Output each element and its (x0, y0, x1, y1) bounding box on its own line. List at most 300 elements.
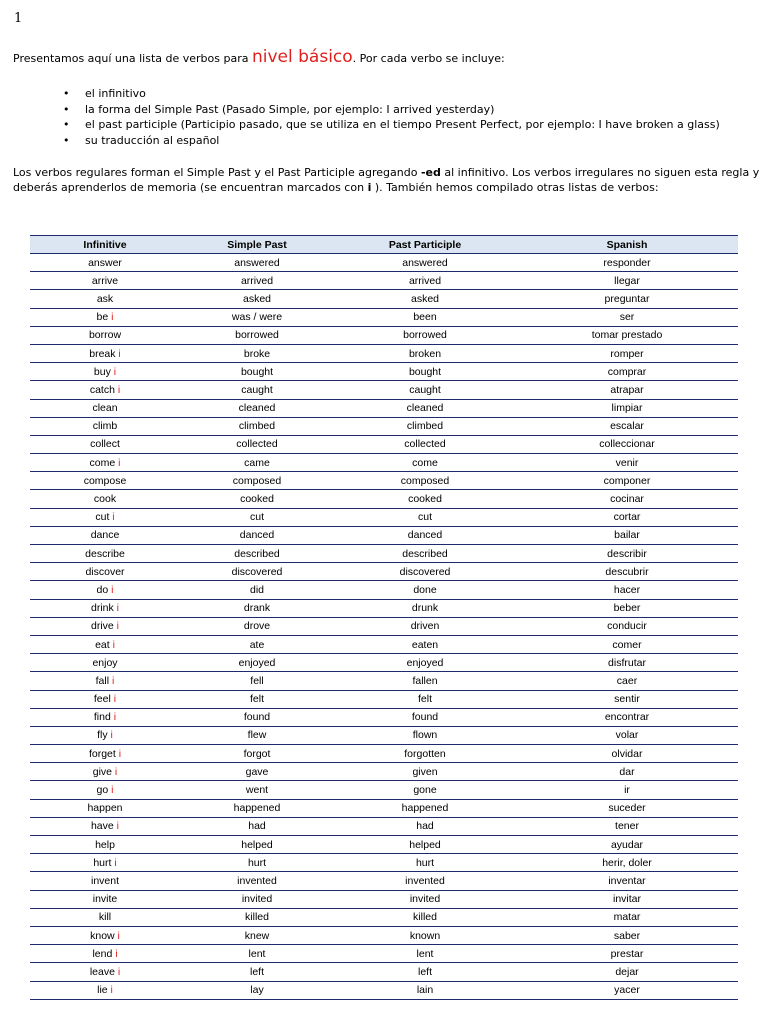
cell-infinitive (30, 817, 180, 835)
irregular-marker: i (110, 729, 113, 742)
cell-spanish: limpiar (516, 399, 738, 417)
cell-infinitive (30, 872, 180, 890)
header-spanish: Spanish (516, 236, 738, 254)
cell-past-participle: lent (334, 945, 516, 963)
explanation-paragraph (13, 165, 761, 195)
verb-table (30, 235, 738, 1000)
table-row (30, 726, 738, 744)
infinitive-text: buy (93, 365, 111, 378)
cell-simple-past: left (180, 963, 334, 981)
cell-past-participle: discovered (334, 563, 516, 581)
table-row (30, 272, 738, 290)
cell-past-participle: found (334, 708, 516, 726)
cell-simple-past: felt (180, 690, 334, 708)
para-part1: Los verbos regulares forman el Simple Past y el Past Participle agregando (13, 166, 421, 179)
table-row (30, 854, 738, 872)
cell-infinitive (30, 326, 180, 344)
cell-spanish: escalar (516, 417, 738, 435)
infinitive-text: hurt (93, 856, 112, 869)
cell-past-participle: known (334, 926, 516, 944)
table-row (30, 563, 738, 581)
table-row (30, 490, 738, 508)
table-header-row (30, 236, 738, 254)
infinitive-text: do (96, 583, 109, 596)
cell-spanish: encontrar (516, 708, 738, 726)
cell-infinitive (30, 854, 180, 872)
cell-spanish: cocinar (516, 490, 738, 508)
cell-infinitive (30, 635, 180, 653)
infinitive-text: give (92, 765, 112, 778)
cell-spanish: venir (516, 454, 738, 472)
cell-spanish: preguntar (516, 290, 738, 308)
table-row (30, 344, 738, 362)
cell-past-participle: answered (334, 254, 516, 272)
cell-spanish: tener (516, 817, 738, 835)
table-row (30, 708, 738, 726)
cell-past-participle: enjoyed (334, 654, 516, 672)
cell-past-participle: described (334, 545, 516, 563)
infinitive-text: invent (90, 874, 120, 887)
cell-simple-past: enjoyed (180, 654, 334, 672)
infinitive-text: ask (96, 292, 114, 305)
cell-simple-past: helped (180, 836, 334, 854)
infinitive-text: be (96, 311, 109, 324)
cell-past-participle: collected (334, 435, 516, 453)
cell-past-participle: cooked (334, 490, 516, 508)
cell-past-participle: eaten (334, 635, 516, 653)
cell-infinitive (30, 690, 180, 708)
cell-spanish: llegar (516, 272, 738, 290)
cell-spanish: descubrir (516, 563, 738, 581)
table-row (30, 254, 738, 272)
cell-simple-past: asked (180, 290, 334, 308)
cell-spanish: hacer (516, 581, 738, 599)
cell-simple-past: gave (180, 763, 334, 781)
cell-spanish: conducir (516, 617, 738, 635)
irregular-marker: i (111, 311, 114, 324)
cell-past-participle: asked (334, 290, 516, 308)
bullet-dot-icon: • (63, 87, 70, 100)
cell-simple-past: found (180, 708, 334, 726)
cell-past-participle: composed (334, 472, 516, 490)
irregular-marker: i (111, 583, 114, 596)
cell-simple-past: described (180, 545, 334, 563)
cell-simple-past: knew (180, 926, 334, 944)
cell-past-participle: climbed (334, 417, 516, 435)
cell-past-participle: invited (334, 890, 516, 908)
cell-past-participle: invented (334, 872, 516, 890)
para-part3: ). También hemos compilado otras listas de verbos: (371, 181, 659, 194)
cell-past-participle: done (334, 581, 516, 599)
irregular-marker: i (113, 711, 117, 724)
cell-simple-past: killed (180, 908, 334, 926)
cell-infinitive (30, 508, 180, 526)
infinitive-text: drive (90, 620, 114, 633)
table-row (30, 454, 738, 472)
cell-spanish: caer (516, 672, 738, 690)
cell-spanish: ser (516, 308, 738, 326)
cell-simple-past: arrived (180, 272, 334, 290)
cell-spanish: disfrutar (516, 654, 738, 672)
infinitive-text: clean (92, 402, 118, 415)
infinitive-text: lend (92, 947, 113, 960)
table-row (30, 690, 738, 708)
infinitive-text: feel (93, 693, 111, 706)
cell-past-participle: been (334, 308, 516, 326)
cell-infinitive (30, 272, 180, 290)
infinitive-text: collect (90, 438, 120, 451)
table-row (30, 399, 738, 417)
irregular-marker: i (112, 638, 115, 651)
infinitive-text: leave (89, 965, 115, 978)
cell-simple-past: invented (180, 872, 334, 890)
irregular-marker: i (118, 456, 121, 469)
cell-infinitive (30, 981, 180, 999)
table-row (30, 817, 738, 835)
cell-infinitive (30, 726, 180, 744)
irregular-marker: i (113, 693, 117, 706)
infinitive-text: help (95, 838, 115, 851)
table-row (30, 781, 738, 799)
bullet-item (0, 133, 720, 149)
infinitive-text: forget (88, 747, 116, 760)
irregular-marker: i (116, 620, 120, 633)
table-row (30, 981, 738, 999)
cell-simple-past: collected (180, 435, 334, 453)
cell-spanish: romper (516, 344, 738, 362)
irregular-marker: i (115, 947, 118, 960)
irregular-marker: i (117, 965, 121, 978)
cell-simple-past: discovered (180, 563, 334, 581)
table-row (30, 290, 738, 308)
cell-past-participle: happened (334, 799, 516, 817)
irregular-marker: i (116, 820, 120, 833)
infinitive-text: cook (93, 493, 117, 506)
cell-spanish: suceder (516, 799, 738, 817)
irregular-marker: i (111, 784, 114, 797)
cell-past-participle: gone (334, 781, 516, 799)
cell-infinitive (30, 581, 180, 599)
cell-infinitive (30, 617, 180, 635)
cell-simple-past: lay (180, 981, 334, 999)
cell-spanish: tomar prestado (516, 326, 738, 344)
infinitive-text: fly (97, 729, 108, 742)
table-row (30, 526, 738, 544)
cell-simple-past: went (180, 781, 334, 799)
infinitive-text: have (90, 820, 114, 833)
table-row (30, 890, 738, 908)
cell-spanish: ayudar (516, 836, 738, 854)
cell-simple-past: came (180, 454, 334, 472)
cell-infinitive (30, 926, 180, 944)
cell-past-participle: bought (334, 363, 516, 381)
cell-simple-past: climbed (180, 417, 334, 435)
cell-spanish: comprar (516, 363, 738, 381)
cell-infinitive (30, 254, 180, 272)
cell-simple-past: answered (180, 254, 334, 272)
table-row (30, 654, 738, 672)
cell-simple-past: flew (180, 726, 334, 744)
intro-before: Presentamos aquí una lista de verbos para (13, 52, 252, 65)
bullet-dot-icon: • (63, 102, 70, 116)
cell-simple-past: composed (180, 472, 334, 490)
cell-infinitive (30, 490, 180, 508)
cell-infinitive (30, 417, 180, 435)
infinitive-text: compose (83, 474, 127, 487)
irregular-marker: i (118, 347, 121, 360)
cell-spanish: invitar (516, 890, 738, 908)
cell-infinitive (30, 945, 180, 963)
cell-infinitive (30, 745, 180, 763)
cell-past-participle: hurt (334, 854, 516, 872)
cell-infinitive (30, 890, 180, 908)
header-simple-past: Simple Past (180, 236, 334, 254)
cell-spanish: beber (516, 599, 738, 617)
cell-infinitive (30, 344, 180, 362)
cell-simple-past: drove (180, 617, 334, 635)
cell-past-participle: danced (334, 526, 516, 544)
cell-spanish: saber (516, 926, 738, 944)
cell-infinitive (30, 908, 180, 926)
bullet-list (0, 86, 720, 148)
table-row (30, 926, 738, 944)
para-part2: al infinitivo. Los verbos irregulares no siguen esta regla y deberás aprenderlos de memoria (se encuentran marcados con (13, 166, 760, 194)
cell-infinitive (30, 599, 180, 617)
cell-spanish: sentir (516, 690, 738, 708)
table-row (30, 417, 738, 435)
irregular-marker: i (113, 365, 117, 378)
header-past-participle: Past Participle (334, 236, 516, 254)
table-row (30, 326, 738, 344)
table-row (30, 836, 738, 854)
bullet-dot-icon: • (63, 118, 70, 131)
cell-infinitive (30, 708, 180, 726)
cell-infinitive (30, 363, 180, 381)
cell-simple-past: drank (180, 599, 334, 617)
cell-past-participle: helped (334, 836, 516, 854)
cell-simple-past: invited (180, 890, 334, 908)
cell-spanish: atrapar (516, 381, 738, 399)
infinitive-text: cut (95, 511, 110, 524)
irregular-marker: i (114, 856, 117, 869)
cell-infinitive (30, 290, 180, 308)
infinitive-text: know (90, 929, 115, 942)
header-infinitive: Infinitive (30, 236, 180, 254)
table-body (30, 254, 738, 1000)
level-highlight: nivel básico (251, 47, 353, 67)
cell-spanish: dejar (516, 963, 738, 981)
bullet-item (0, 117, 720, 133)
cell-past-participle: caught (334, 381, 516, 399)
table-row (30, 945, 738, 963)
cell-simple-past: broke (180, 344, 334, 362)
cell-past-participle: broken (334, 344, 516, 362)
cell-past-participle: felt (334, 690, 516, 708)
infinitive-text: catch (89, 383, 115, 396)
cell-infinitive (30, 526, 180, 544)
cell-infinitive (30, 435, 180, 453)
cell-infinitive (30, 399, 180, 417)
irregular-marker: i (118, 747, 122, 760)
cell-spanish: matar (516, 908, 738, 926)
infinitive-text: borrow (88, 329, 122, 342)
cell-infinitive (30, 963, 180, 981)
infinitive-text: drink (90, 602, 114, 615)
table-row (30, 363, 738, 381)
cell-simple-past: forgot (180, 745, 334, 763)
bullet-text: su traducción al español (85, 133, 220, 147)
cell-spanish: herir, doler (516, 854, 738, 872)
infinitive-text: lie (97, 984, 108, 997)
cell-spanish: olvidar (516, 745, 738, 763)
infinitive-text: dance (90, 529, 120, 542)
cell-spanish: comer (516, 635, 738, 653)
cell-spanish: componer (516, 472, 738, 490)
infinitive-text: come (89, 456, 116, 469)
infinitive-text: discover (85, 565, 125, 578)
cell-simple-past: hurt (180, 854, 334, 872)
cell-simple-past: cut (180, 508, 334, 526)
table-row (30, 617, 738, 635)
cell-simple-past: ate (180, 635, 334, 653)
cell-simple-past: had (180, 817, 334, 835)
cell-past-participle: killed (334, 908, 516, 926)
cell-past-participle: flown (334, 726, 516, 744)
cell-past-participle: cleaned (334, 399, 516, 417)
cell-spanish: cortar (516, 508, 738, 526)
cell-past-participle: arrived (334, 272, 516, 290)
bullet-text: el past participle (Participio pasado, que se utiliza en el tiempo Present Perfect, por ejemplo: I have broken a glass) (85, 118, 720, 131)
table-row (30, 435, 738, 453)
irregular-marker: i (117, 383, 121, 396)
infinitive-text: arrive (91, 274, 119, 287)
cell-infinitive (30, 563, 180, 581)
para-bold-i: i (367, 181, 372, 194)
infinitive-text: invite (92, 893, 118, 906)
cell-past-participle: left (334, 963, 516, 981)
page-number: 1 (14, 11, 23, 26)
cell-infinitive (30, 545, 180, 563)
infinitive-text: go (96, 784, 109, 797)
table-row (30, 308, 738, 326)
cell-spanish: responder (516, 254, 738, 272)
table-row (30, 472, 738, 490)
infinitive-text: answer (88, 256, 122, 269)
infinitive-text: describe (85, 547, 125, 560)
cell-past-participle: given (334, 763, 516, 781)
cell-spanish: bailar (516, 526, 738, 544)
irregular-marker: i (117, 929, 120, 942)
cell-infinitive (30, 836, 180, 854)
table-row (30, 508, 738, 526)
irregular-marker: i (110, 984, 113, 997)
cell-simple-past: did (180, 581, 334, 599)
cell-simple-past: happened (180, 799, 334, 817)
cell-infinitive (30, 799, 180, 817)
infinitive-text: fall (95, 674, 110, 687)
cell-infinitive (30, 672, 180, 690)
bullet-dot-icon: • (63, 133, 70, 147)
table-row (30, 763, 738, 781)
cell-spanish: describir (516, 545, 738, 563)
infinitive-text: kill (98, 911, 112, 924)
cell-infinitive (30, 763, 180, 781)
intro-after: . Por cada verbo se incluye: (352, 52, 505, 65)
cell-infinitive (30, 654, 180, 672)
cell-simple-past: danced (180, 526, 334, 544)
cell-spanish: yacer (516, 981, 738, 999)
cell-simple-past: bought (180, 363, 334, 381)
cell-past-participle: drunk (334, 599, 516, 617)
cell-infinitive (30, 381, 180, 399)
table-row (30, 581, 738, 599)
irregular-marker: i (112, 511, 115, 524)
infinitive-text: find (93, 711, 111, 724)
infinitive-text: enjoy (92, 656, 118, 669)
cell-spanish: volar (516, 726, 738, 744)
cell-infinitive (30, 472, 180, 490)
bullet-text: el infinitivo (85, 87, 146, 100)
table-row (30, 672, 738, 690)
infinitive-text: eat (95, 638, 110, 651)
cell-simple-past: lent (180, 945, 334, 963)
cell-past-participle: come (334, 454, 516, 472)
cell-spanish: dar (516, 763, 738, 781)
table-row (30, 545, 738, 563)
table-row (30, 908, 738, 926)
cell-simple-past: cooked (180, 490, 334, 508)
table-row (30, 381, 738, 399)
irregular-marker: i (116, 602, 120, 615)
cell-infinitive (30, 308, 180, 326)
table-row (30, 635, 738, 653)
cell-simple-past: was / were (180, 308, 334, 326)
cell-past-participle: borrowed (334, 326, 516, 344)
cell-infinitive (30, 454, 180, 472)
cell-spanish: colleccionar (516, 435, 738, 453)
cell-past-participle: forgotten (334, 745, 516, 763)
cell-spanish: ir (516, 781, 738, 799)
table-row (30, 872, 738, 890)
cell-simple-past: cleaned (180, 399, 334, 417)
cell-simple-past: borrowed (180, 326, 334, 344)
para-bold-ed: -ed (420, 166, 441, 179)
cell-spanish: inventar (516, 872, 738, 890)
cell-past-participle: lain (334, 981, 516, 999)
intro-text (13, 47, 505, 69)
infinitive-text: climb (92, 420, 118, 433)
cell-simple-past: caught (180, 381, 334, 399)
bullet-item (0, 102, 720, 118)
table-row (30, 745, 738, 763)
infinitive-text: break (89, 347, 116, 360)
table-row (30, 799, 738, 817)
table-row (30, 599, 738, 617)
bullet-text: la forma del Simple Past (Pasado Simple, por ejemplo: I arrived yesterday) (85, 102, 495, 116)
cell-past-participle: fallen (334, 672, 516, 690)
cell-spanish: prestar (516, 945, 738, 963)
cell-simple-past: fell (180, 672, 334, 690)
irregular-marker: i (112, 674, 115, 687)
cell-past-participle: driven (334, 617, 516, 635)
irregular-marker: i (114, 765, 118, 778)
cell-past-participle: cut (334, 508, 516, 526)
table-row (30, 963, 738, 981)
cell-infinitive (30, 781, 180, 799)
infinitive-text: happen (87, 802, 123, 815)
bullet-item (0, 86, 720, 102)
cell-past-participle: had (334, 817, 516, 835)
